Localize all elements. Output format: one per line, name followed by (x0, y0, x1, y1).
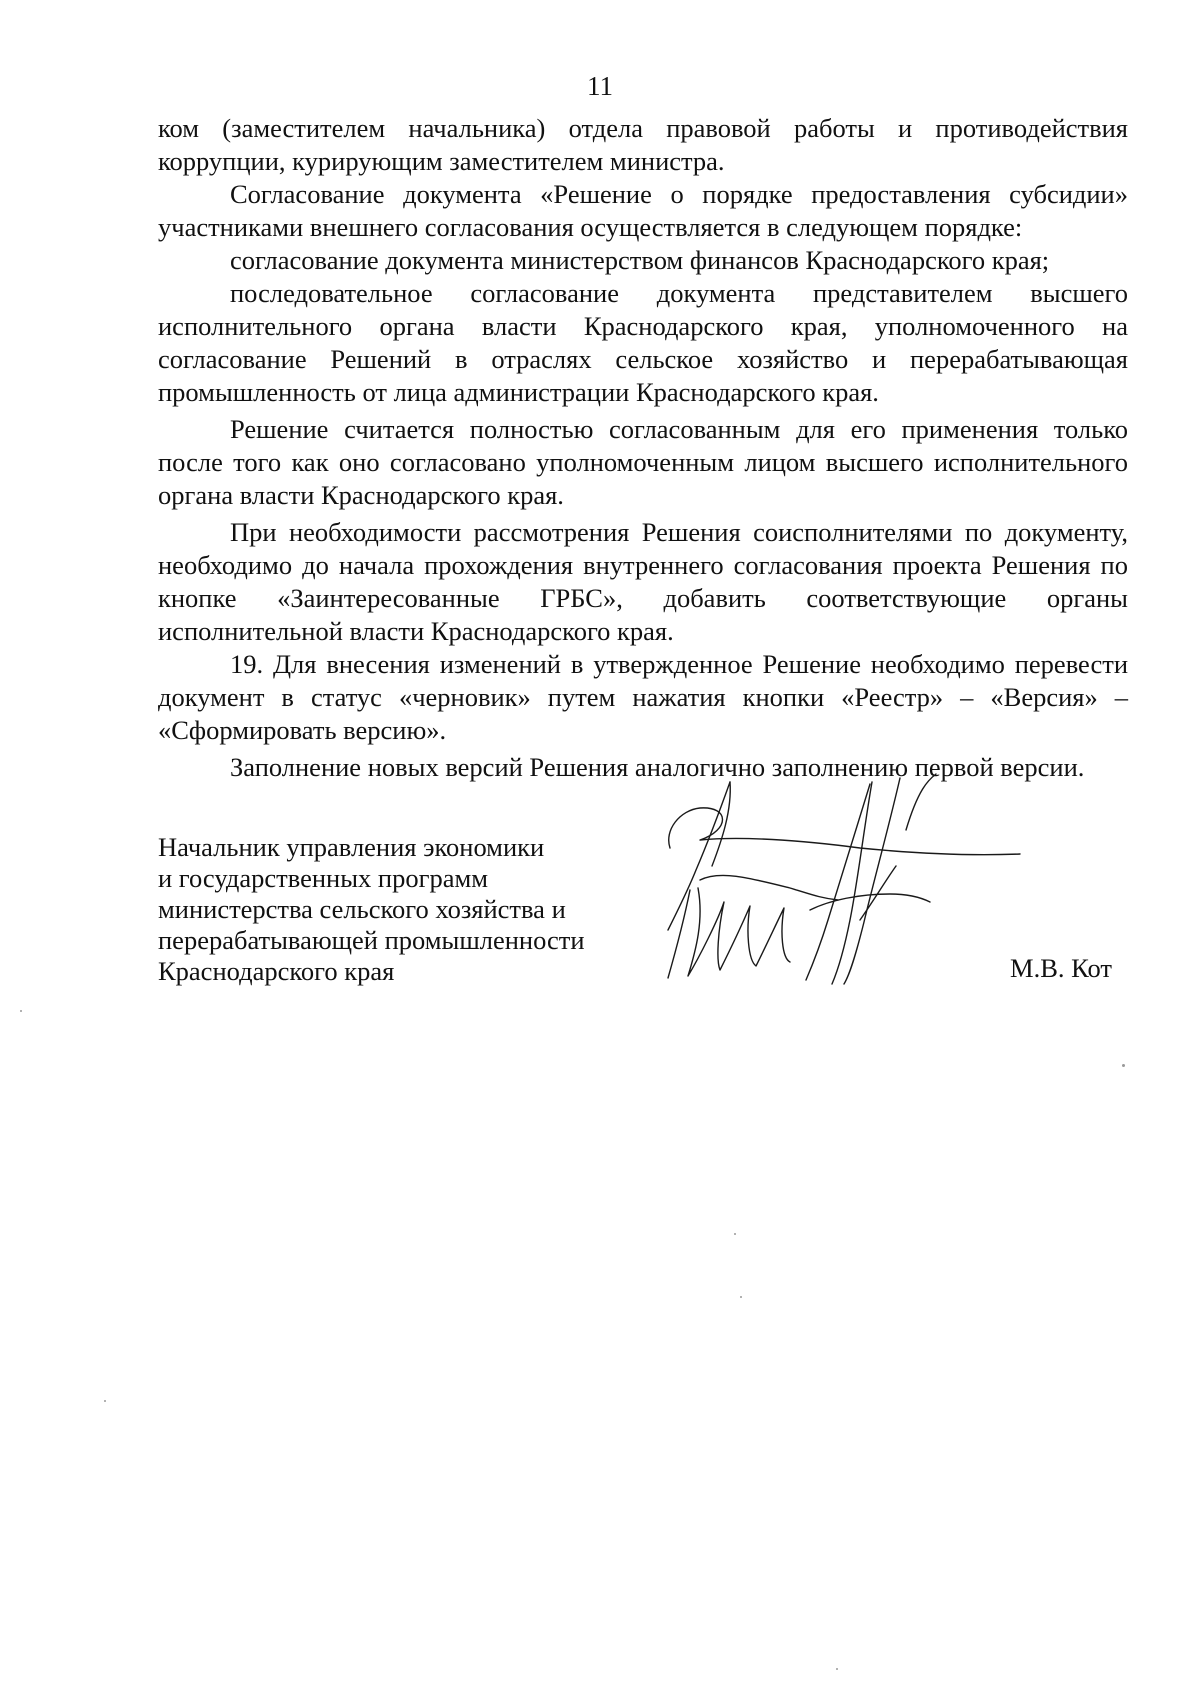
signatory-position-line: Начальник управления экономики (158, 832, 545, 862)
paragraph-co-executors: При необходимости рассмотрения Решения соисполнителями по документу, необходимо до начала прохождения внутреннего согласования проекта Решения по кнопке «Заинтересованные ГРБС», добавить соответствующие органы исполнительной власти Краснодарского края. (158, 517, 1128, 646)
scan-speck (836, 1668, 838, 1670)
scan-speck (734, 1233, 736, 1235)
signatory-name: М.В. Кот (1010, 953, 1112, 983)
scan-speck (740, 1296, 742, 1298)
paragraph-external-approval: Согласование документа «Решение о порядке предоставления субсидии» участниками внешнего согласования осуществляется в следующем порядке: (158, 179, 1128, 242)
scan-speck (20, 1010, 22, 1012)
signatory-position-line: и государственных программ (158, 863, 489, 893)
paragraph-continuation: ком (заместителем начальника) отдела правовой работы и противодействия коррупции, курирующим заместителем министра. (158, 113, 1128, 176)
scan-speck (1122, 1064, 1125, 1067)
paragraph-new-versions: Заполнение новых версий Решения аналогично заполнению первой версии. (230, 752, 1085, 782)
signatory-position-line: министерства сельского хозяйства и (158, 894, 566, 924)
paragraph-item-19: 19. Для внесения изменений в утвержденное Решение необходимо перевести документ в статус «черновик» путем нажатия кнопки «Реестр» – «Версия» – «Сформировать версию». (158, 649, 1128, 745)
paragraph-sequential-approval: последовательное согласование документа представителем высшего исполнительного органа власти Краснодарского края, уполномоченного на согласование Решений в отраслях сельское хозяйство и перерабатывающая промышленность от лица администрации Краснодарского края. (158, 278, 1128, 407)
handwritten-signature (660, 770, 1040, 990)
signatory-position-line: Краснодарского края (158, 956, 395, 986)
scan-speck (104, 1400, 106, 1402)
paragraph-fully-approved: Решение считается полностью согласованным для его применения только после того как оно согласовано уполномоченным лицом высшего исполнительного органа власти Краснодарского края. (158, 414, 1128, 510)
signatory-position (158, 832, 628, 987)
signatory-position-line: перерабатывающей промышленности (158, 925, 585, 955)
page-number: 11 (587, 71, 613, 101)
paragraph-finance-ministry: согласование документа министерством финансов Краснодарского края; (230, 245, 1050, 275)
document-body (158, 112, 1128, 784)
